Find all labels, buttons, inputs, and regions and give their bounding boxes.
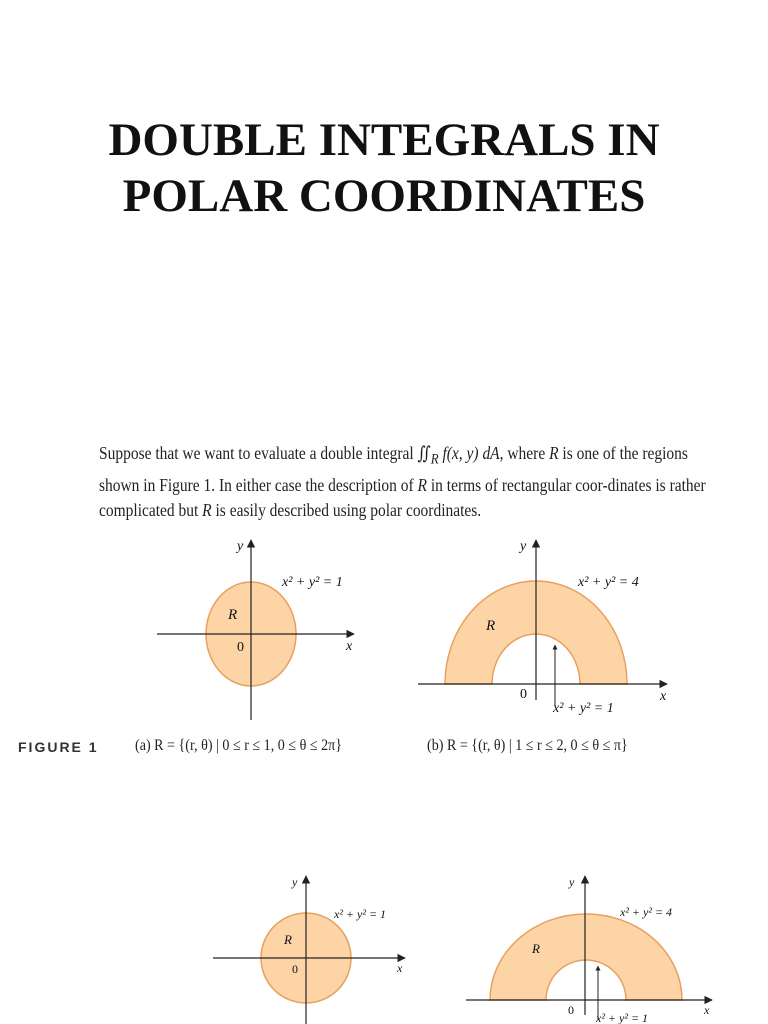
- paragraph-text: , where: [499, 443, 550, 463]
- integral-sign: ∬: [417, 443, 431, 463]
- paragraph-text: is easily described using polar coordinates.: [211, 499, 482, 520]
- repeat-figure-panel-a: [213, 875, 405, 1024]
- origin-label: 0: [237, 640, 244, 655]
- figure-panel-b: [418, 539, 667, 716]
- region-label: R: [486, 618, 496, 634]
- region-label: R: [284, 932, 292, 947]
- region-label: R: [532, 941, 540, 956]
- outer-circle-equation: x² + y² = 4: [620, 905, 673, 919]
- region-symbol: R: [202, 499, 212, 520]
- outer-circle-equation: x² + y² = 4: [578, 575, 639, 590]
- region-symbol: R: [549, 443, 559, 463]
- y-axis-label: y: [292, 875, 298, 889]
- integral-subscript: R: [430, 451, 439, 468]
- region-symbol: R: [417, 474, 428, 495]
- origin-label: 0: [292, 962, 298, 976]
- figure-panel-a: [157, 539, 354, 720]
- x-axis-label: x: [346, 639, 353, 654]
- paragraph-text: is one of the regions shown in Figure 1. In either case the description of: [99, 443, 688, 495]
- circle-equation: x² + y² = 1: [282, 575, 343, 590]
- half-annulus-region: [490, 914, 682, 1000]
- x-axis-label: x: [660, 689, 667, 704]
- inner-circle-equation: x² + y² = 1: [596, 1011, 649, 1024]
- paragraph-text: in terms of rectangular coor-dinates is rather complicated but: [99, 474, 706, 520]
- circle-equation: x² + y² = 1: [334, 907, 387, 921]
- inner-circle-equation: x² + y² = 1: [553, 701, 614, 716]
- caption-panel-a: (a) R = {(r, θ) | 0 ≤ r ≤ 1, 0 ≤ θ ≤ 2π}: [135, 737, 342, 754]
- region-label: R: [228, 607, 238, 623]
- integrand: f(x, y) dA: [438, 443, 500, 463]
- x-axis-label: x: [397, 961, 403, 975]
- y-axis-label: y: [569, 875, 575, 889]
- y-axis-label: y: [520, 539, 527, 554]
- paragraph-text: Suppose that we want to evaluate a double integral: [99, 443, 418, 463]
- origin-label: 0: [568, 1003, 574, 1017]
- figure-label: FIGURE 1: [18, 739, 99, 755]
- caption-panel-b: (b) R = {(r, θ) | 1 ≤ r ≤ 2, 0 ≤ θ ≤ π}: [427, 737, 628, 754]
- title-line-2: POLAR COORDINATES: [122, 170, 646, 222]
- title-line-1: DOUBLE INTEGRALS IN: [108, 114, 660, 166]
- x-axis-label: x: [704, 1003, 710, 1017]
- repeat-figure-panel-b: [466, 875, 712, 1024]
- origin-label: 0: [520, 687, 527, 702]
- y-axis-label: y: [237, 539, 244, 554]
